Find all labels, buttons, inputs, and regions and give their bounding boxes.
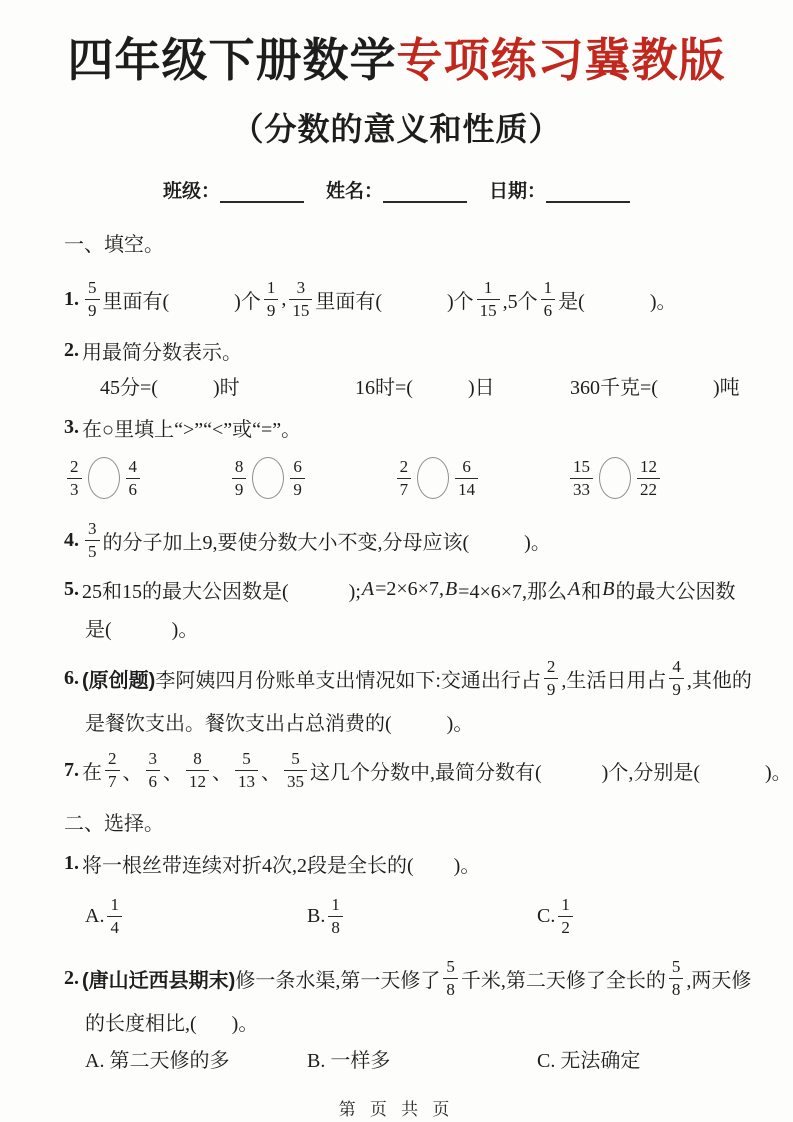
s1-question-1 bbox=[64, 271, 749, 327]
fraction bbox=[186, 750, 209, 791]
fraction-numerator: 2 bbox=[399, 456, 409, 476]
s1-question-3-comparisons bbox=[64, 446, 749, 510]
text-run: A. 第二天修的多 bbox=[85, 1050, 230, 1072]
fraction bbox=[264, 279, 279, 320]
text-run: ,生活日用占 bbox=[561, 669, 667, 692]
fraction-denominator: 9 bbox=[264, 299, 279, 320]
fraction bbox=[289, 279, 312, 320]
s1-question-7 bbox=[64, 742, 792, 798]
fraction-denominator: 9 bbox=[290, 478, 305, 499]
fraction bbox=[558, 896, 573, 937]
text-run: 修一条水渠,第一天修了 bbox=[235, 969, 441, 992]
fraction-numerator: 15 bbox=[572, 456, 590, 476]
text-run: B. bbox=[307, 904, 326, 927]
s1-question-5-line2 bbox=[64, 612, 749, 642]
fraction-numerator: 2 bbox=[108, 748, 117, 768]
text-run: (唐山迁西县期末) bbox=[82, 969, 236, 992]
text-run: 是餐饮支出。餐饮支出占总消费的( )。 bbox=[85, 712, 474, 735]
text-run: A bbox=[361, 577, 375, 600]
option-a bbox=[85, 1044, 307, 1073]
fraction-denominator: 33 bbox=[570, 478, 593, 499]
fraction-numerator: 4 bbox=[672, 656, 681, 676]
fraction-denominator: 13 bbox=[235, 770, 258, 791]
page-footer: 第 页 共 页 bbox=[338, 1100, 455, 1119]
comparison-circle bbox=[88, 457, 120, 499]
fraction-numerator: 6 bbox=[293, 456, 302, 476]
fraction-numerator: 2 bbox=[70, 456, 79, 476]
text-run: 在 bbox=[82, 761, 102, 784]
title-edition-red: 专项练习冀教版 bbox=[396, 34, 726, 86]
text-run: 、 bbox=[212, 761, 232, 784]
section1-heading: 一、填空。 bbox=[64, 233, 164, 256]
comparison-circle bbox=[417, 457, 449, 499]
fraction bbox=[541, 279, 556, 320]
fraction-numerator: 1 bbox=[266, 277, 276, 297]
class-label: 班级： bbox=[162, 181, 220, 202]
comparison-pair bbox=[229, 457, 308, 499]
text-run: 1. bbox=[64, 287, 79, 310]
fraction-numerator: 5 bbox=[446, 956, 455, 976]
text-run: 6. bbox=[64, 666, 79, 689]
fraction-denominator: 9 bbox=[232, 478, 247, 499]
date-field bbox=[489, 176, 630, 203]
fraction-numerator: 3 bbox=[148, 748, 157, 768]
text-run: ,5个 bbox=[502, 290, 538, 313]
fraction-denominator: 12 bbox=[186, 770, 209, 791]
fraction-denominator: 7 bbox=[105, 770, 120, 791]
fraction-denominator: 2 bbox=[558, 916, 573, 937]
fraction-denominator: 35 bbox=[284, 770, 307, 791]
fraction-numerator: 4 bbox=[128, 456, 137, 476]
text-run: ,其他的 bbox=[686, 669, 752, 692]
fraction bbox=[107, 896, 122, 937]
text-run: 里面有( )个 bbox=[315, 290, 474, 313]
option-b bbox=[307, 896, 537, 937]
text-run: 这几个分数中,最简分数有( )个,分别是( )。 bbox=[310, 761, 792, 784]
s1-question-2-conversions bbox=[64, 371, 749, 400]
option-a bbox=[85, 896, 307, 937]
s1-question-6-line1 bbox=[64, 650, 752, 706]
fraction-numerator: 5 bbox=[242, 748, 251, 768]
s1-question-2-intro bbox=[64, 335, 749, 365]
fraction-numerator: 8 bbox=[193, 748, 202, 768]
text-run: =2×6×7, bbox=[375, 577, 444, 600]
fraction-numerator: 12 bbox=[639, 456, 657, 476]
fraction-numerator: 5 bbox=[88, 277, 97, 297]
text-run: ,两天修 bbox=[686, 969, 752, 992]
s1-question-6-line2 bbox=[64, 706, 749, 736]
name-blank-line bbox=[383, 179, 467, 203]
fraction-numerator: 5 bbox=[671, 956, 681, 976]
fraction-numerator: 3 bbox=[88, 518, 97, 538]
fraction bbox=[477, 279, 500, 320]
fraction bbox=[235, 750, 258, 791]
text-run: 25和15的最大公因数是( ); bbox=[82, 580, 361, 603]
fraction bbox=[328, 896, 343, 937]
text-run: =4×6×7,那么 bbox=[458, 580, 568, 603]
text-run: 的长度相比,( )。 bbox=[85, 1012, 259, 1035]
text-run: 的分子加上9,要使分数大小不变,分母应该( )。 bbox=[102, 531, 551, 554]
fraction bbox=[146, 750, 161, 791]
text-run: 2. bbox=[64, 966, 79, 989]
fraction-denominator: 6 bbox=[541, 299, 556, 320]
text-run: A. bbox=[85, 904, 105, 927]
text-run: C. 无法确定 bbox=[537, 1050, 641, 1072]
fraction bbox=[637, 458, 660, 499]
text-run: 5. bbox=[64, 577, 79, 600]
text-run: 3. bbox=[64, 415, 79, 438]
conversion-item-hours: 16时=( )日 bbox=[355, 377, 495, 399]
fraction-numerator: 2 bbox=[546, 656, 556, 676]
fraction bbox=[544, 658, 559, 699]
page-subtitle: （分数的意义和性质） bbox=[231, 111, 562, 147]
fraction-denominator: 6 bbox=[126, 478, 141, 499]
text-run: 4. bbox=[64, 528, 79, 551]
fraction-denominator: 6 bbox=[146, 770, 161, 791]
title-grade-subject: 四年级下册数学 bbox=[67, 34, 397, 86]
fraction-numerator: 8 bbox=[234, 456, 244, 476]
s2-question-1 bbox=[64, 848, 749, 878]
section2-heading: 二、选择。 bbox=[64, 812, 164, 835]
fraction-numerator: 1 bbox=[483, 277, 493, 297]
text-run: 将一根丝带连续对折4次,2段是全长的( )。 bbox=[82, 854, 481, 877]
s2-question-2-line2 bbox=[64, 1006, 749, 1036]
fraction-denominator: 4 bbox=[107, 916, 122, 937]
text-run: 里面有( )个 bbox=[102, 290, 261, 313]
s1-question-3-intro bbox=[64, 412, 749, 442]
fraction bbox=[570, 458, 593, 499]
fraction-numerator: 1 bbox=[543, 277, 553, 297]
fraction-numerator: 6 bbox=[462, 456, 471, 476]
text-run: 在○里填上“>”“<”或“=”。 bbox=[82, 418, 302, 441]
comparison-pair bbox=[567, 457, 663, 499]
conversion-item-kilograms: 360千克=( )吨 bbox=[570, 377, 740, 399]
option-b bbox=[307, 1044, 537, 1073]
option-c bbox=[537, 896, 749, 937]
text-run: 李阿姨四月份账单支出情况如下:交通出行占 bbox=[155, 669, 541, 692]
fraction-denominator: 7 bbox=[397, 478, 412, 499]
fraction bbox=[105, 750, 120, 791]
fraction-denominator: 8 bbox=[328, 916, 343, 937]
fraction bbox=[397, 458, 412, 499]
s2-question-1-options bbox=[64, 888, 749, 944]
class-blank-line bbox=[220, 179, 304, 203]
text-run: 、 bbox=[261, 761, 281, 784]
fraction-numerator: 1 bbox=[110, 894, 119, 914]
fraction bbox=[284, 750, 307, 791]
fraction-denominator: 3 bbox=[67, 478, 82, 499]
comparison-circle bbox=[599, 457, 631, 499]
fraction-denominator: 8 bbox=[669, 978, 684, 999]
text-run: B bbox=[602, 577, 615, 600]
page-title bbox=[0, 0, 793, 90]
s1-question-4 bbox=[64, 512, 749, 568]
fraction-numerator: 3 bbox=[296, 277, 306, 297]
text-run: 用最简分数表示。 bbox=[82, 341, 242, 364]
text-run: (原创题) bbox=[82, 669, 156, 692]
fraction bbox=[85, 520, 100, 561]
fraction bbox=[126, 458, 141, 499]
text-run: A bbox=[568, 577, 581, 600]
fraction-numerator: 1 bbox=[561, 894, 570, 914]
text-run: 7. bbox=[64, 758, 79, 781]
text-run: , bbox=[281, 287, 287, 310]
student-info-row bbox=[0, 176, 793, 203]
comparison-pair bbox=[394, 457, 482, 499]
text-run: C. bbox=[537, 904, 556, 927]
worksheet-content bbox=[0, 227, 793, 1073]
fraction-denominator: 22 bbox=[637, 478, 660, 499]
date-label: 日期： bbox=[489, 181, 547, 202]
fraction bbox=[669, 958, 684, 999]
fraction-denominator: 8 bbox=[443, 978, 458, 999]
s1-question-5-line1 bbox=[64, 574, 749, 604]
fraction-denominator: 9 bbox=[544, 678, 559, 699]
fraction bbox=[443, 958, 458, 999]
text-run: 和 bbox=[581, 580, 602, 603]
fraction bbox=[232, 458, 247, 499]
text-run: 是( )。 bbox=[558, 290, 677, 313]
text-run: 1. bbox=[64, 851, 79, 874]
text-run: 的最大公因数 bbox=[615, 580, 736, 603]
text-run: 、 bbox=[122, 761, 143, 784]
fraction bbox=[290, 458, 305, 499]
class-field bbox=[163, 176, 304, 203]
fraction bbox=[455, 458, 478, 499]
comparison-pair bbox=[64, 457, 143, 499]
fraction bbox=[85, 279, 100, 320]
fraction bbox=[669, 658, 684, 699]
fraction-denominator: 5 bbox=[85, 540, 100, 561]
date-blank-line bbox=[546, 179, 630, 203]
text-run: 是( )。 bbox=[85, 618, 199, 641]
name-label: 姓名： bbox=[325, 181, 383, 202]
fraction-denominator: 9 bbox=[669, 678, 684, 699]
option-c bbox=[537, 1044, 749, 1073]
s2-question-2-line1 bbox=[64, 950, 752, 1006]
text-run: 、 bbox=[163, 761, 183, 784]
fraction-denominator: 15 bbox=[289, 299, 312, 320]
comparison-circle bbox=[252, 457, 284, 499]
fraction-numerator: 1 bbox=[331, 894, 340, 914]
text-run: 2. bbox=[64, 338, 79, 361]
name-field bbox=[326, 176, 467, 203]
fraction-numerator: 5 bbox=[291, 748, 300, 768]
text-run: B bbox=[444, 577, 458, 600]
fraction-denominator: 9 bbox=[85, 299, 100, 320]
fraction-denominator: 14 bbox=[455, 478, 478, 499]
text-run: B. 一样多 bbox=[307, 1050, 391, 1072]
s2-question-2-options bbox=[64, 1044, 749, 1073]
text-run: 千米,第二天修了全长的 bbox=[460, 969, 666, 992]
fraction bbox=[67, 458, 82, 499]
conversion-item-minutes: 45分=( )时 bbox=[100, 377, 240, 399]
fraction-denominator: 15 bbox=[477, 299, 500, 320]
